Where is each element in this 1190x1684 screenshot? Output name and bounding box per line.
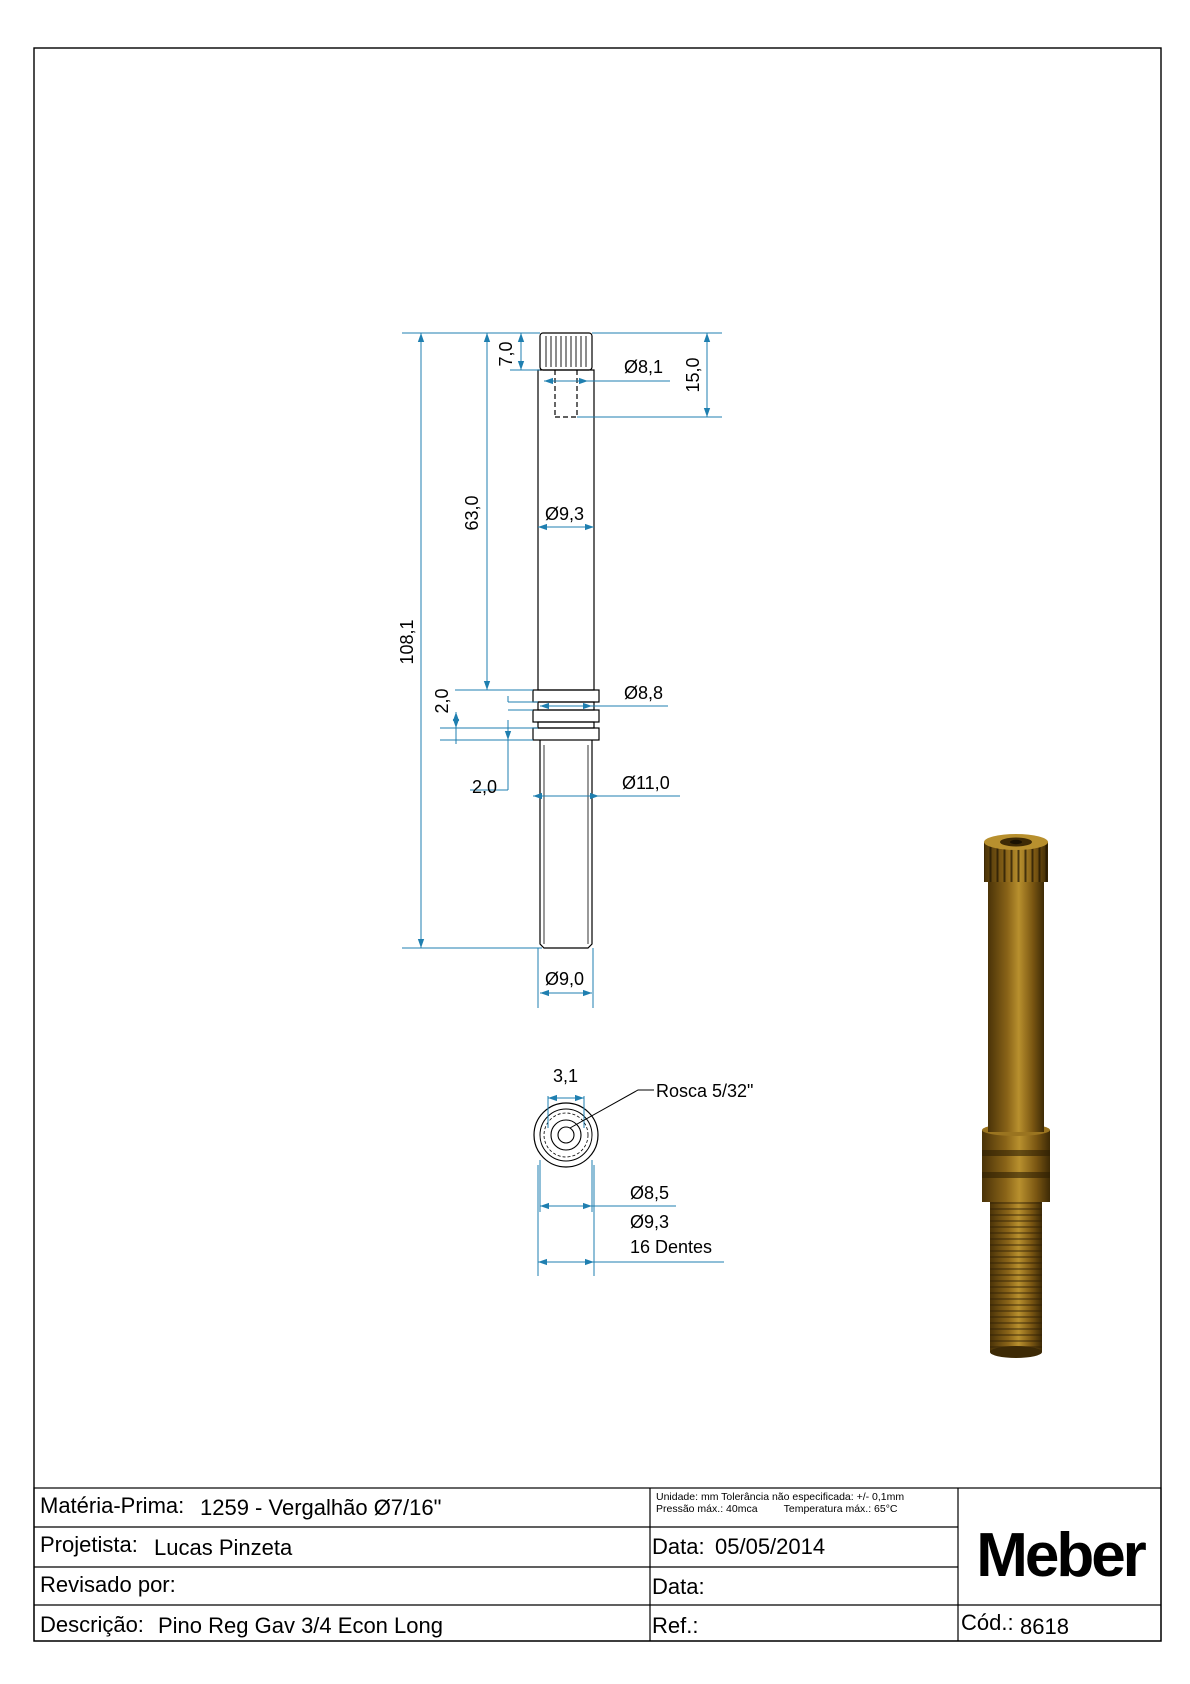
dim-thread-diameter: Ø9,0	[545, 969, 585, 989]
dim-teeth: 16 Dentes	[630, 1237, 713, 1257]
data-1-label: Data:	[652, 1534, 705, 1559]
descricao-label: Descrição:	[40, 1612, 144, 1637]
descricao-value: Pino Reg Gav 3/4 Econ Long	[158, 1613, 443, 1638]
thread-leader	[570, 1090, 654, 1128]
dim-collar-diameter: Ø11,0	[622, 773, 670, 793]
units-line-2: Pressão máx.: 40mca Temperatura máx.: 65°C	[656, 1503, 898, 1515]
front-view-dimensions	[402, 333, 722, 1008]
projetista-label: Projetista:	[40, 1532, 138, 1557]
dim-hole-depth: 15,0	[683, 357, 703, 393]
collar-2	[533, 710, 599, 722]
dim-shaft-length: 63,0	[462, 495, 482, 531]
dim-shaft-diameter: Ø9,3	[545, 504, 585, 524]
meber-logo: Meber	[976, 1521, 1144, 1590]
ref-label: Ref.:	[652, 1613, 699, 1638]
projetista-value: Lucas Pinzeta	[154, 1535, 293, 1560]
dim-head-length: 7,0	[496, 341, 516, 367]
collar-3	[533, 728, 599, 740]
cod-value: 8618	[1020, 1614, 1069, 1639]
dim-hole-width: 3,1	[553, 1066, 579, 1086]
part-3d-render	[982, 834, 1050, 1358]
knurl-lines	[546, 336, 586, 367]
dim-inner-diameter: Ø8,5	[630, 1183, 670, 1203]
front-view-part	[533, 333, 599, 948]
front-view-labels	[397, 341, 703, 989]
units-line-1: Unidade: mm Tolerância não especificada: +/- 0,1mm	[656, 1491, 905, 1503]
dim-groove-diameter: Ø8,8	[624, 683, 664, 703]
dim-outer-diameter: Ø9,3	[630, 1212, 670, 1232]
materia-value: 1259 - Vergalhão Ø7/16"	[200, 1495, 442, 1520]
revisado-label: Revisado por:	[40, 1572, 176, 1597]
collar-1	[533, 690, 599, 702]
data-1-value: 05/05/2014	[715, 1534, 826, 1559]
dim-groove-b: 2,0	[472, 777, 498, 797]
title-block-text	[40, 1491, 1147, 1639]
materia-label: Matéria-Prima:	[40, 1493, 185, 1518]
dim-groove-a: 2,0	[432, 688, 452, 714]
dim-total-length: 108,1	[397, 619, 417, 665]
dim-head-diameter: Ø8,1	[624, 357, 664, 377]
hidden-hole	[555, 370, 577, 417]
groove-2	[538, 722, 594, 728]
cod-label: Cód.:	[961, 1610, 1014, 1635]
end-view-part	[534, 1103, 598, 1167]
data-2-label: Data:	[652, 1574, 705, 1599]
shaft	[538, 370, 594, 690]
thread-note: Rosca 5/32"	[656, 1081, 754, 1101]
threaded-end	[540, 740, 592, 948]
